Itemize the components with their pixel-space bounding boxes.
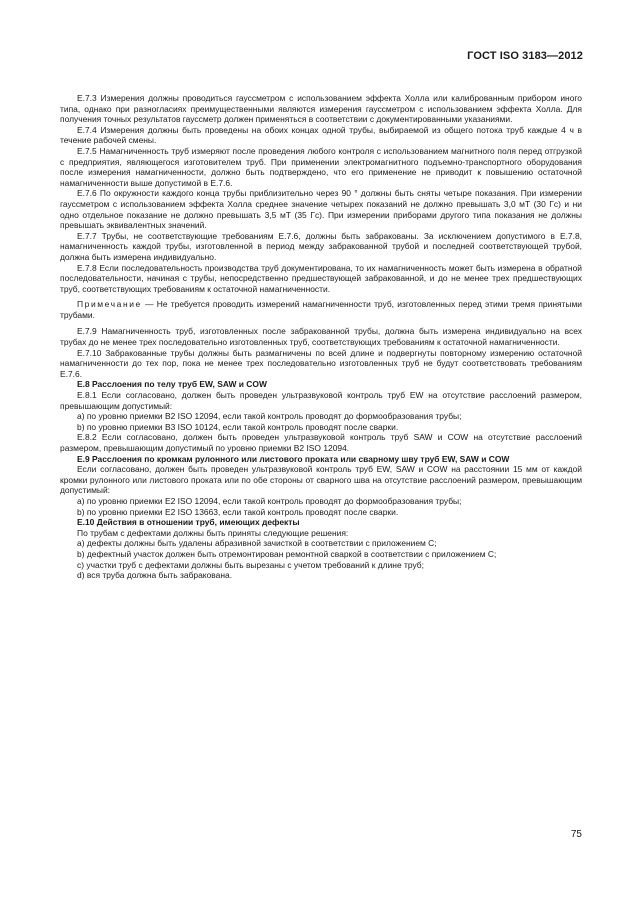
page-number: 75 [570, 829, 582, 840]
paragraph-e7-6: E.7.6 По окружности каждого конца трубы приблизительно через 90 ° должны быть сняты четыре показания. При измерении гауссметром с использованием эффекта Холла среднее значение четырех показаний не должно превышать 3,0 мТ (30 Гс) и ни одно отдельное показание не должно превышать 3,5 мТ (35 Гс). При измерении приборами другого типа показания не должны превышать эквивалентных значений. [60, 188, 582, 231]
heading-e9: E.9 Расслоения по кромкам рулонного или листового проката или сварному шву труб EW, SAW и COW [77, 453, 510, 464]
list-item-e9-a: a) по уровню приемки E2 ISO 12094, если такой контроль проводят до формообразования трубы; [77, 495, 462, 506]
paragraph-e7-10: E.7.10 Забракованные трубы должны быть размагничены по всей длине и подвергнуты повторному измерению остаточной намагниченности до тех пор, пока не менее трех последовательно изготовленных труб не будут соответствовать требованиям Е.7.6. [60, 347, 582, 379]
heading-e8: E.8 Расслоения по телу труб EW, SAW и COW [77, 379, 267, 390]
paragraph-e8-1: E.8.1 Если согласовано, должен быть проведен ультразвуковой контроль труб EW на отсутствие расслоений размером, превышающим допустимый: [60, 390, 582, 411]
paragraph-e10-intro: По трубам с дефектами должны быть приняты следующие решения: [77, 527, 349, 538]
paragraph-e7-4: E.7.4 Измерения должны быть проведены на обоих концах одной трубы, выбираемой из общего потока труб каждые 4 ч в течение рабочей смены. [60, 124, 582, 146]
list-item-e10-c: c) участки труб с дефектами должны быть вырезаны с учетом требований к длине труб; [77, 559, 424, 570]
document-header: ГОСТ ISO 3183—2012 [467, 50, 583, 62]
page-body [60, 93, 582, 581]
list-item-e10-b: b) дефектный участок должен быть отремонтирован ремонтной сваркой в соответствии с приложением С; [77, 548, 497, 559]
paragraph-e7-8: E.7.8 Если последовательность производства труб документирована, то их намагниченность может быть измерена в обратной последовательности, начиная с трубы, непосредственно предшествующей забракованной, и до не менее трех предшествующих труб, соответствующих требованиям к остаточной намагниченности. [60, 262, 582, 294]
list-item-e10-d: d) вся труба должна быть забракована. [77, 570, 233, 581]
heading-e10: E.10 Действия в отношении труб, имеющих дефекты [77, 517, 300, 528]
list-item-e9-b: b) по уровню приемки E2 ISO 13663, если такой контроль проводят после сварки. [77, 506, 399, 517]
list-item-e8-b: b) по уровню приемки B3 ISO 10124, если такой контроль проводят после сварки. [77, 421, 399, 432]
paragraph-e9-1: Если согласовано, должен быть проведен ультразвуковой контроль труб EW, SAW и COW на расстоянии 15 мм от каждой кромки рулонного или листового проката или по обе стороны от сварного шва на отсутствие расслоений размером, превышающим допустимый: [60, 464, 582, 496]
paragraph-e7-3: E.7.3 Измерения должны проводиться гауссметром с использованием эффекта Холла или калиброванным прибором иного типа, однако при разногласиях преимущественными являются измерения гауссметром с использованием эффекта Холла. Для получения точных результатов гауссметр должен применяться в соответствии с документированными указаниями. [60, 93, 582, 125]
paragraph-e7-7: E.7.7 Трубы, не соответствующие требованиям Е.7.6, должны быть забракованы. За исключением допустимого в Е.7.8, намагниченность каждой трубы, изготовленной в период между забракованной трубой и последней соответствующей трубой, должна быть измерена индивидуально. [60, 230, 582, 262]
paragraph-e8-2: E.8.2 Если согласовано, должен быть проведен ультразвуковой контроль труб SAW и COW на отсутствие расслоений размером, превышающим допустимый по уровню приемки B2 ISO 12094. [60, 432, 582, 453]
note [60, 299, 582, 320]
paragraph-e7-9: E.7.9 Намагниченность труб, изготовленных после забракованной трубы, должна быть измерена индивидуально на всех трубах до не менее трех последовательно изготовленных труб, соответствующих требованиям к остаточной намагниченности. [60, 326, 582, 348]
list-item-e10-a: a) дефекты должны быть удалены абразивной зачисткой в соответствии с приложением С; [77, 538, 437, 549]
paragraph-e7-5: E.7.5 Намагниченность труб измеряют после проведения любого контроля с использованием магнитного поля перед отгрузкой с предприятия, являющегося изготовителем труб. При применении электромагнитного подъемно-транспортного оборудования после измерения намагниченности, должно быть подтверждено, что его применение не приводит к повышению остаточной намагниченности выше допустимой в Е.7.6. [60, 145, 582, 188]
note-label: Примечание [77, 299, 142, 310]
list-item-e8-a: a) по уровню приемки B2 ISO 12094, если такой контроль проводят до формообразования трубы; [77, 411, 462, 422]
note-text: — Не требуется проводить измерений намагниченности труб, изготовленных перед этими тремя принятыми трубами. [60, 299, 582, 320]
